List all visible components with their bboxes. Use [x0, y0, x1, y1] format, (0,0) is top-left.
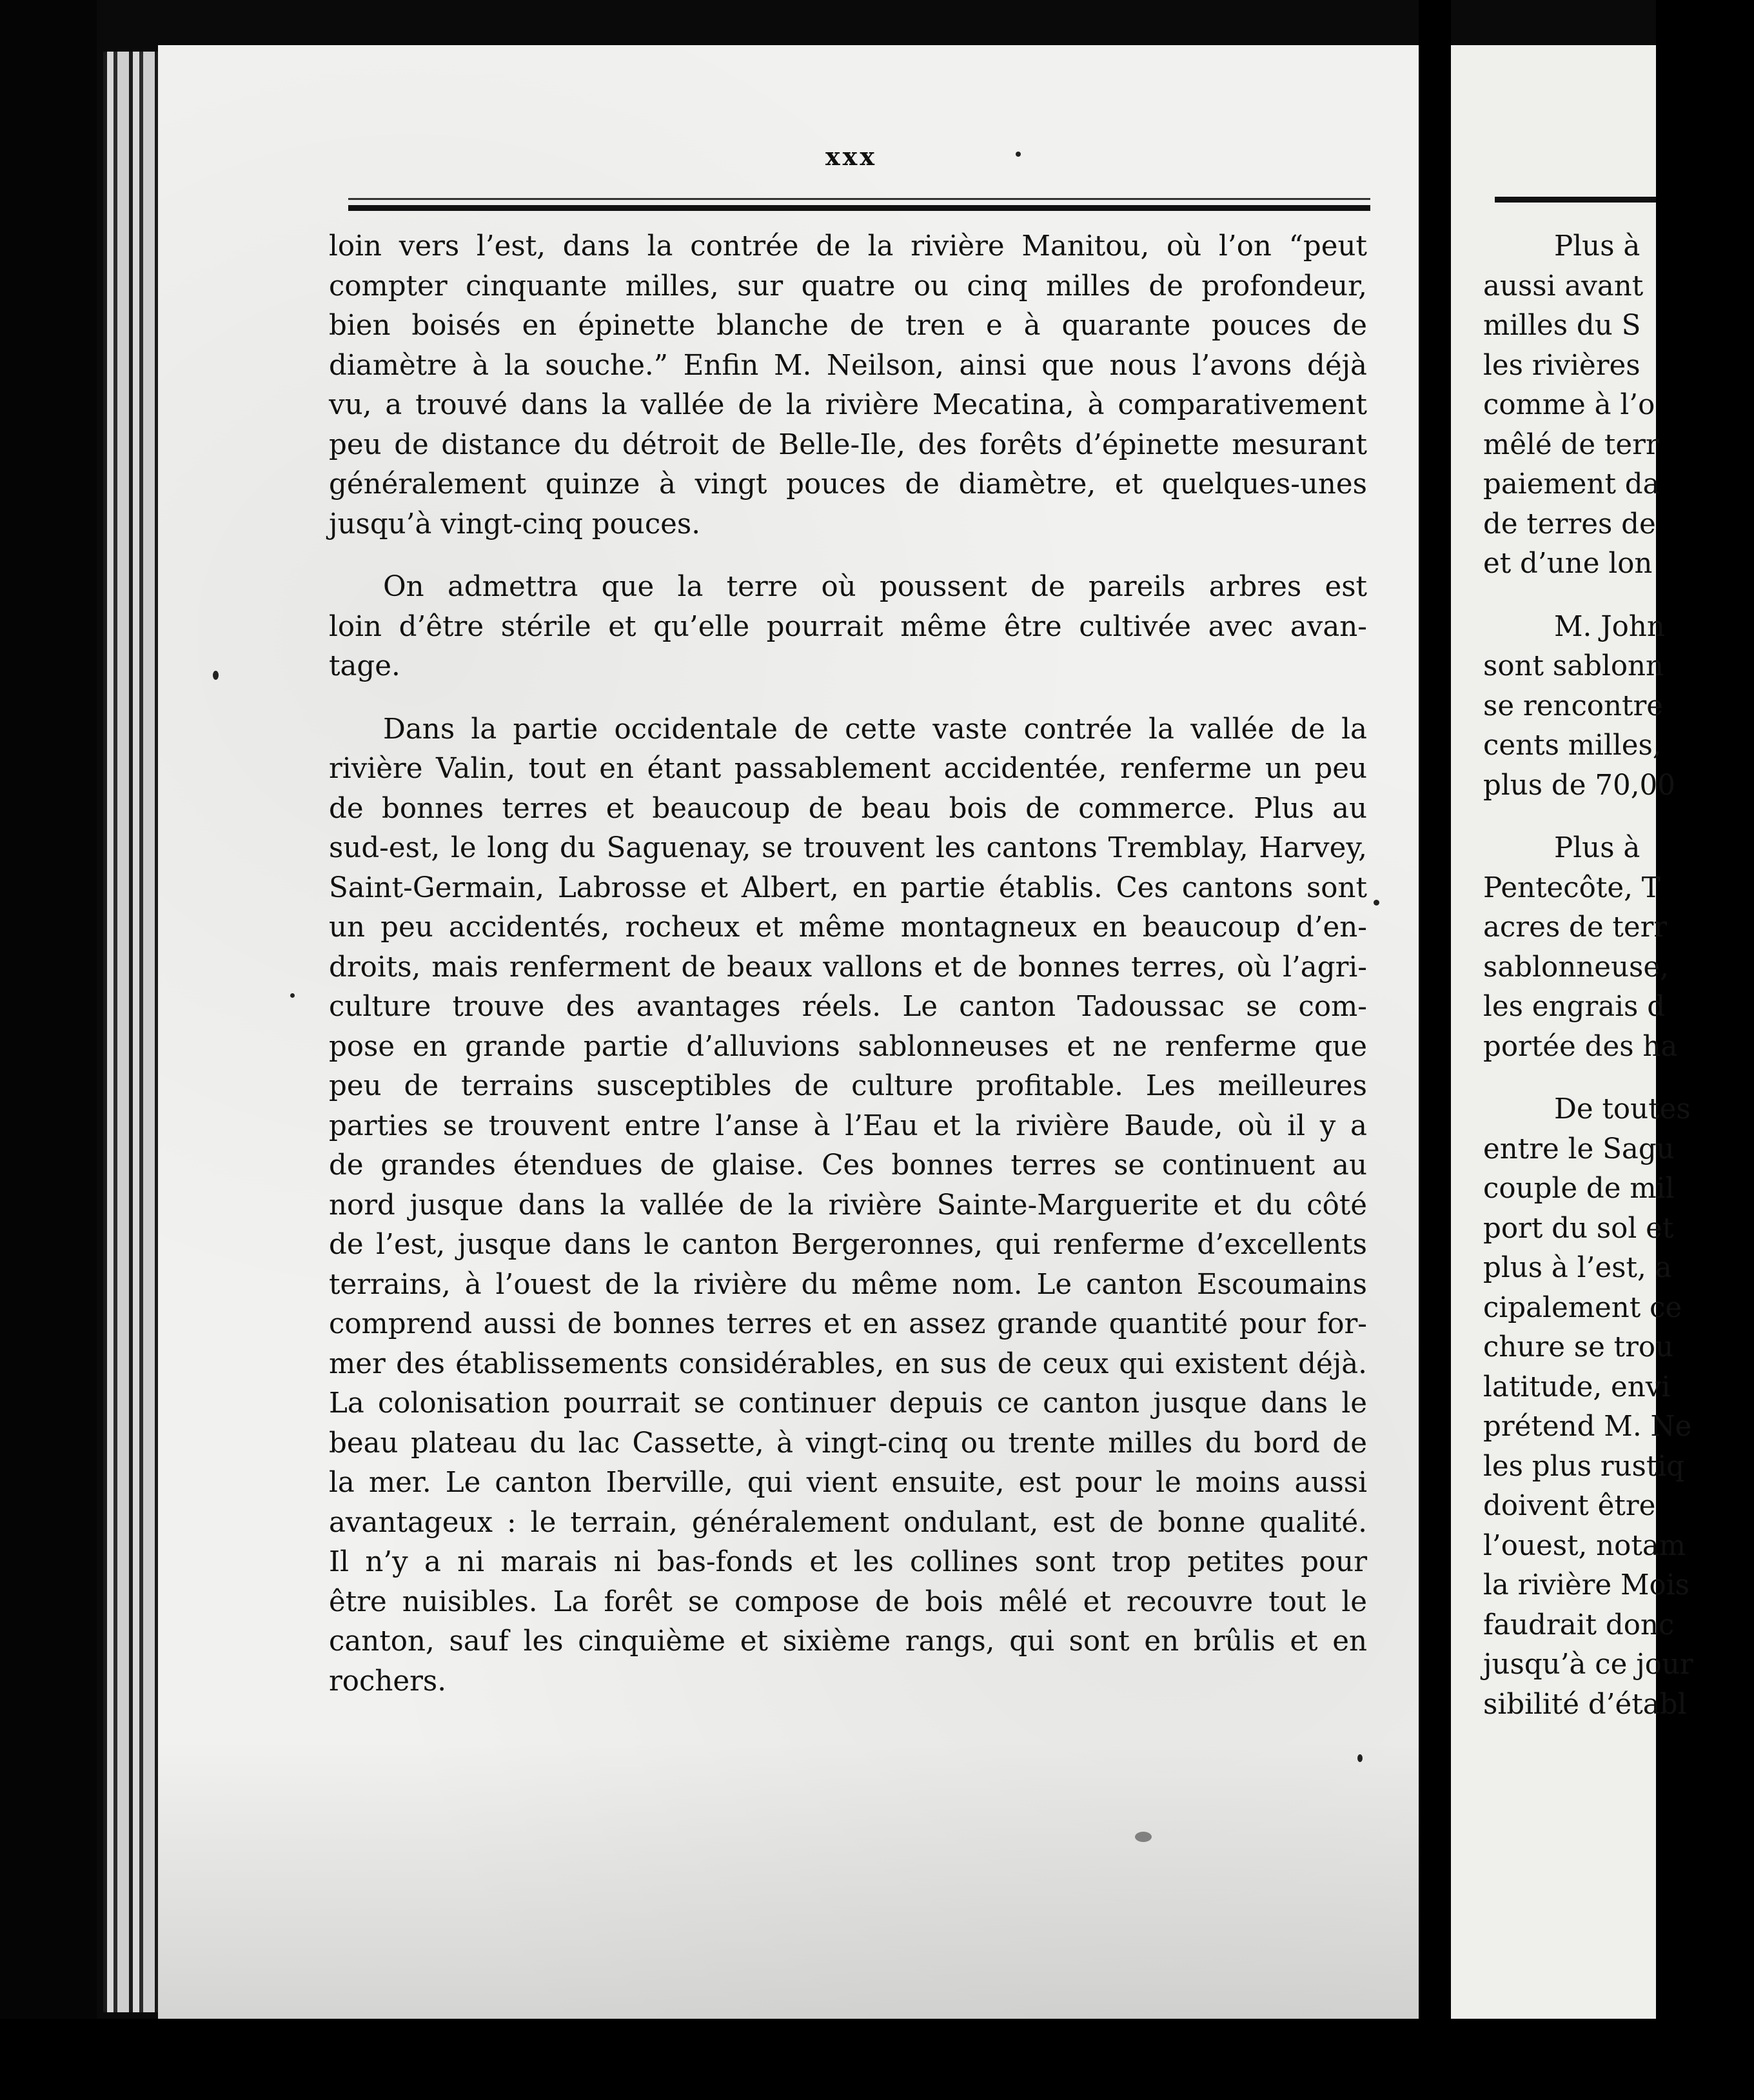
right-page-line: comme à l’o: [1483, 389, 1655, 421]
right-page-line: chure se trou: [1483, 1331, 1674, 1363]
main-body-text: [329, 227, 1367, 1701]
right-page-line: cipalement ce: [1483, 1291, 1682, 1324]
right-page-line: les plus rustiq: [1483, 1450, 1685, 1483]
text-line: de grandes étendues de glaise. Ces bonnes terres se continuent au: [329, 1149, 1367, 1182]
right-page-line: cents milles,: [1483, 729, 1662, 762]
text-line: Il n’y a ni marais ni bas-fonds et les collines sont trop petites pour: [329, 1546, 1367, 1578]
right-page-line: acres de terr: [1483, 911, 1668, 944]
scan-speck: [290, 993, 295, 998]
scan-left-border: [0, 0, 97, 2100]
right-page-line: M. John: [1554, 610, 1665, 643]
right-page-line: aussi avant: [1483, 270, 1644, 302]
text-line: la mer. Le canton Iberville, qui vient ensuite, est pour le moins aussi: [329, 1467, 1367, 1499]
scan-speck: [1016, 152, 1021, 157]
right-page-line: plus à l’est, a: [1483, 1252, 1672, 1284]
paragraph-gap: [1483, 584, 1754, 608]
text-line: rivière Valin, tout en étant passablement accidentée, renferme un peu: [329, 753, 1367, 785]
text-line: compter cinquante milles, sur quatre ou cinq milles de profondeur,: [329, 270, 1367, 302]
text-line: être nuisibles. La forêt se compose de bois mêlé et recouvre tout le: [329, 1585, 1367, 1618]
right-page-line: la rivière Mois: [1483, 1569, 1690, 1601]
text-line: nord jusque dans la vallée de la rivière Sainte-Marguerite et du côté: [329, 1189, 1367, 1222]
page-number: xxx: [825, 142, 877, 171]
right-page-line: l’ouest, notam: [1483, 1529, 1686, 1562]
text-line: On admettra que la terre où poussent de pareils arbres est: [383, 571, 1367, 603]
right-page-line: latitude, envi: [1483, 1371, 1671, 1403]
scan-speck: [1374, 900, 1379, 906]
text-line: de l’est, jusque dans le canton Bergeronnes, qui renferme d’excellents: [329, 1229, 1367, 1261]
text-line: vu, a trouvé dans la vallée de la rivière Mecatina, à comparativement: [329, 389, 1367, 421]
right-page-line: les engrais d: [1483, 991, 1666, 1023]
right-page-header-rule: [1495, 197, 1656, 203]
right-page-line: port du sol et: [1483, 1212, 1674, 1245]
text-line: droits, mais renferment de beaux vallons et de bonnes terres, où l’agri-: [329, 951, 1367, 984]
right-page-line: portée des ha: [1483, 1030, 1678, 1063]
text-line: de bonnes terres et beaucoup de beau bois de commerce. Plus au: [329, 792, 1367, 825]
text-line: peu de distance du détroit de Belle-Ile, des forêts d’épinette mesurant: [329, 428, 1367, 461]
right-page-line: sont sablonn: [1483, 650, 1664, 682]
text-line: jusqu’à vingt-cinq pouces.: [329, 508, 701, 540]
right-page-line: les rivières: [1483, 349, 1641, 382]
text-line: un peu accidentés, rocheux et même montagneux en beaucoup d’en-: [329, 911, 1367, 944]
paragraph-gap: [1483, 806, 1754, 829]
right-page-line: Pentecôte, T: [1483, 871, 1660, 904]
right-page-line: faudrait donc: [1483, 1609, 1675, 1641]
right-page-line: Plus à: [1554, 230, 1641, 262]
right-page-line: sibilité d’établ: [1483, 1688, 1687, 1721]
right-page-line: doivent être: [1483, 1490, 1656, 1522]
page-gutter: [1419, 0, 1451, 2100]
text-line: culture trouve des avantages réels. Le canton Tadoussac se com-: [329, 991, 1367, 1023]
right-page-line: prétend M. Ne: [1483, 1411, 1692, 1443]
text-line: mer des établissements considérables, en sus de ceux qui existent déjà.: [329, 1347, 1367, 1380]
right-page-line: jusqu’à ce jour: [1483, 1649, 1693, 1681]
right-page-text: [1483, 227, 1754, 1725]
text-line: avantageux : le terrain, généralement ondulant, est de bonne qualité.: [329, 1506, 1367, 1539]
scan-speck: [1357, 1754, 1363, 1762]
text-line: peu de terrains susceptibles de culture profitable. Les meilleures: [329, 1070, 1367, 1102]
paragraph: [329, 710, 1367, 1702]
text-line: Dans la partie occidentale de cette vaste contrée la vallée de la: [383, 713, 1367, 746]
text-line: sud-est, le long du Saguenay, se trouvent les cantons Tremblay, Harvey,: [329, 832, 1367, 864]
right-page-line: plus de 70,00: [1483, 769, 1675, 802]
text-line: rochers.: [329, 1665, 447, 1698]
text-line: pose en grande partie d’alluvions sablonneuses et ne renferme que: [329, 1030, 1367, 1063]
paragraph-gap: [1483, 1067, 1754, 1090]
text-line: beau plateau du lac Cassette, à vingt-cinq ou trente milles du bord de: [329, 1427, 1367, 1460]
text-line: canton, sauf les cinquième et sixième rangs, qui sont en brûlis et en: [329, 1625, 1367, 1658]
scan-bottom-border: [0, 2019, 1656, 2100]
paragraph: [329, 568, 1367, 687]
right-page-line: paiement da: [1483, 468, 1660, 500]
right-page-line: entre le Sagu: [1483, 1133, 1675, 1165]
header-rule: [348, 205, 1370, 211]
header-rule-thin: [348, 198, 1370, 200]
right-page-line: milles du S: [1483, 310, 1641, 342]
text-line: La colonisation pourrait se continuer depuis ce canton jusque dans le: [329, 1387, 1367, 1420]
right-page-line: mêlé de terr: [1483, 428, 1659, 461]
right-page-line: de terres de: [1483, 508, 1656, 540]
text-line: terrains, à l’ouest de la rivière du même nom. Le canton Escoumains: [329, 1268, 1367, 1301]
text-line: tage.: [329, 650, 400, 682]
right-page-line: se rencontre: [1483, 689, 1664, 722]
text-line: généralement quinze à vingt pouces de diamètre, et quelques-unes: [329, 468, 1367, 500]
right-page-line: Plus à: [1554, 832, 1641, 864]
page-bottom-shadow: [158, 1741, 1419, 2019]
text-line: loin d’être stérile et qu’elle pourrait même être cultivée avec avan-: [329, 610, 1367, 643]
text-line: diamètre à la souche.” Enfin M. Neilson, ainsi que nous l’avons déjà: [329, 349, 1367, 382]
right-page-line: sablonneuse,: [1483, 951, 1669, 984]
text-line: comprend aussi de bonnes terres et en assez grande quantité pour for-: [329, 1308, 1367, 1340]
right-page-line: couple de mil: [1483, 1173, 1675, 1205]
text-line: Saint-Germain, Labrosse et Albert, en partie établis. Ces cantons sont: [329, 871, 1367, 904]
right-page-line: et d’une lon: [1483, 548, 1653, 580]
right-page-line: De toutes: [1554, 1093, 1691, 1125]
scan-speck: [213, 671, 219, 680]
text-line: bien boisés en épinette blanche de tren e à quarante pouces de: [329, 310, 1367, 342]
scan-speck: [1135, 1832, 1152, 1842]
text-line: parties se trouvent entre l’anse à l’Eau et la rivière Baude, où il y a: [329, 1109, 1367, 1142]
paragraph: [329, 227, 1367, 544]
text-line: loin vers l’est, dans la contrée de la rivière Manitou, où l’on “peut: [329, 230, 1367, 262]
